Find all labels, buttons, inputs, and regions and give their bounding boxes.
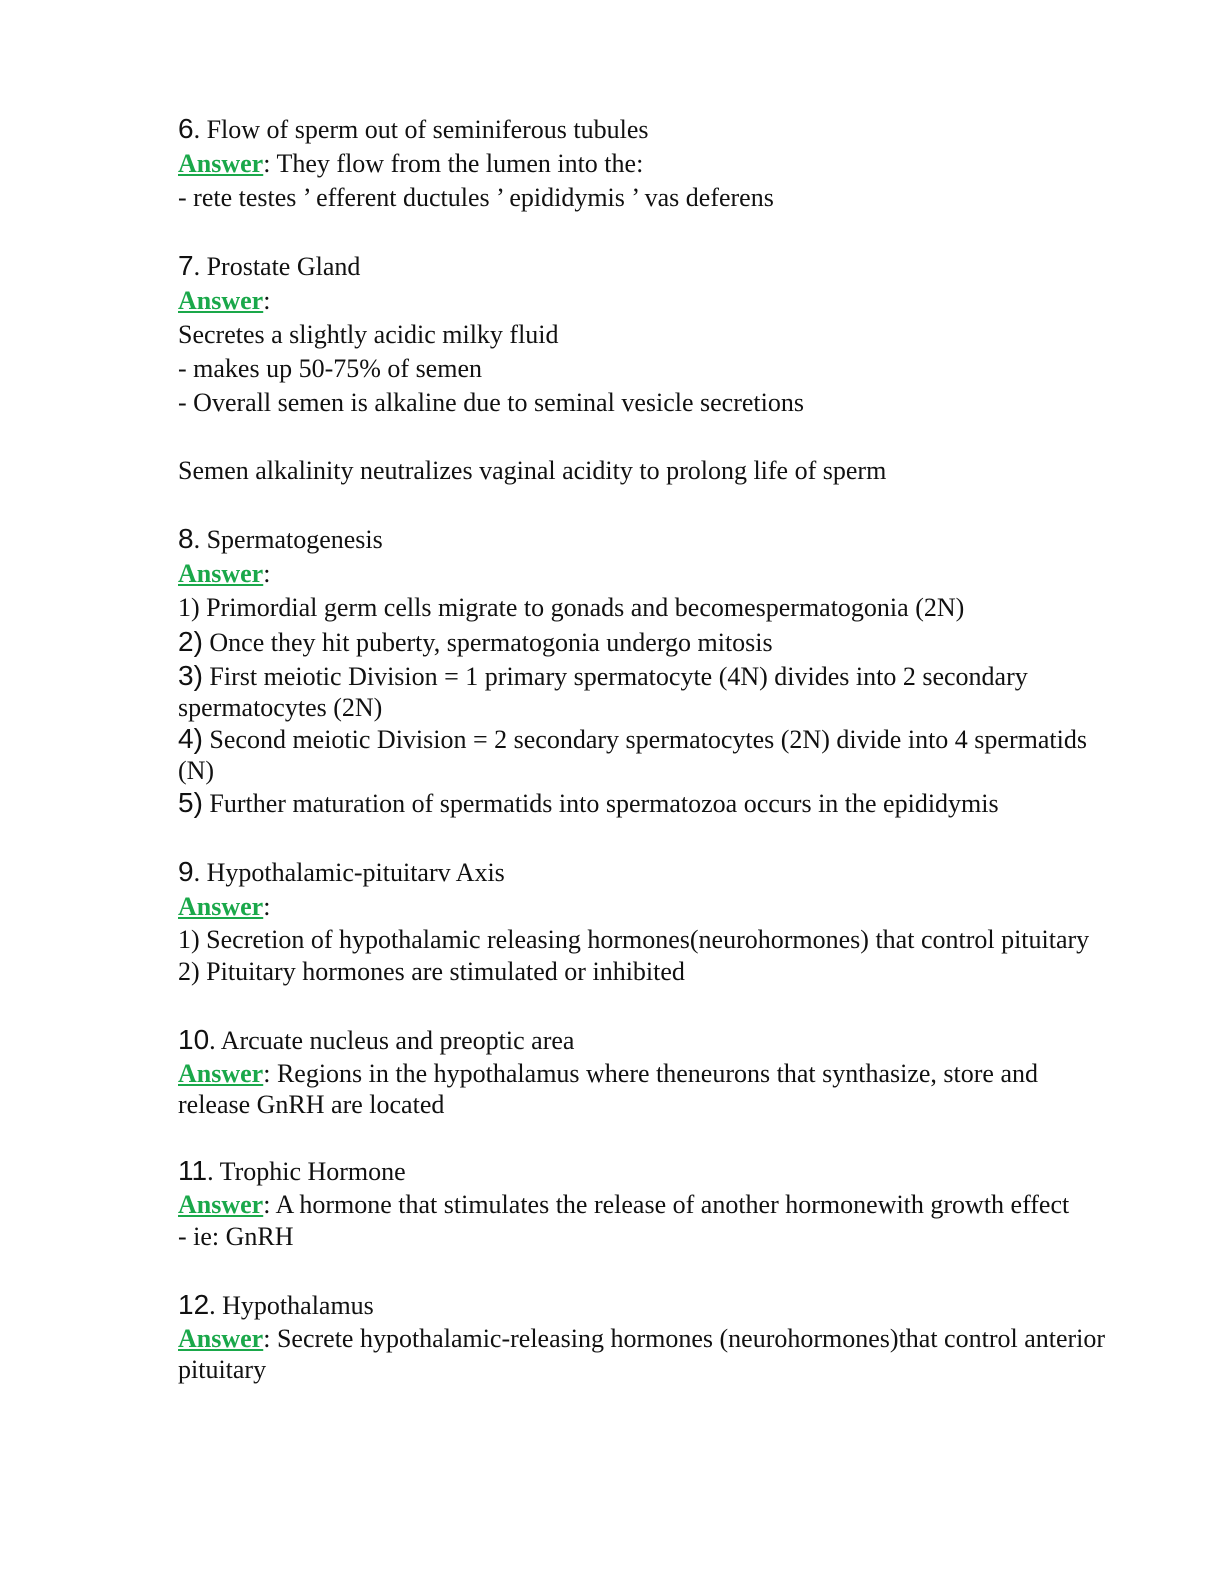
answer-label: Answer	[178, 1059, 264, 1088]
answer-label: Answer	[178, 286, 264, 315]
question-7-heading: 7. Prostate Gland	[178, 250, 361, 281]
answer-label: Answer	[178, 1324, 264, 1353]
question-6-heading: 6. Flow of sperm out of seminiferous tubules	[178, 113, 649, 144]
question-9-heading: 9. Hypothalamic-pituitarv Axis	[178, 856, 505, 887]
question-11-answer: Answer: A hormone that stimulates the release of another hormonewith growth effect	[178, 1190, 1070, 1219]
question-8-heading: 8. Spermatogenesis	[178, 523, 383, 554]
question-11-bullet: - ie: GnRH	[178, 1222, 294, 1251]
question-12-answer: Answer: Secrete hypothalamic-releasing hormones (neurohormones)that control anterior pituitary	[178, 1324, 1106, 1384]
question-8-answer: Answer:	[178, 559, 271, 588]
question-8-step: 1) Primordial germ cells migrate to gonads and becomespermatogonia (2N)	[178, 593, 965, 622]
question-10-heading: 10. Arcuate nucleus and preoptic area	[178, 1024, 575, 1055]
question-10-answer: Answer: Regions in the hypothalamus where theneurons that synthasize, store and release GnRH are located	[178, 1059, 1038, 1119]
question-8-step: 2) Once they hit puberty, spermatogonia undergo mitosis	[178, 626, 773, 657]
question-6-answer: Answer: They flow from the lumen into the:	[178, 149, 644, 178]
question-8-step: 4) Second meiotic Division = 2 secondary spermatocytes (2N) divide into 4 spermatids (N)	[178, 723, 1087, 785]
question-11-heading: 11. Trophic Hormone	[178, 1155, 406, 1186]
question-7-bullet: - makes up 50-75% of semen	[178, 354, 482, 383]
question-7-bullet: - Overall semen is alkaline due to seminal vesicle secretions	[178, 388, 804, 417]
question-7-line: Semen alkalinity neutralizes vaginal acidity to prolong life of sperm	[178, 456, 887, 485]
answer-label: Answer	[178, 892, 264, 921]
question-9-line: 2) Pituitary hormones are stimulated or inhibited	[178, 957, 685, 986]
question-7-line: Secretes a slightly acidic milky fluid	[178, 320, 559, 349]
question-7-answer: Answer:	[178, 286, 271, 315]
document-page	[178, 112, 1108, 1385]
answer-label: Answer	[178, 149, 264, 178]
question-8-step: 5) Further maturation of spermatids into spermatozoa occurs in the epididymis	[178, 787, 999, 818]
question-9-answer: Answer:	[178, 892, 271, 921]
answer-label: Answer	[178, 1190, 264, 1219]
question-8-step: 3) First meiotic Division = 1 primary spermatocyte (4N) divides into 2 secondary spermatocytes (2N)	[178, 660, 1028, 722]
question-12-heading: 12. Hypothalamus	[178, 1289, 374, 1320]
answer-label: Answer	[178, 559, 264, 588]
question-9-line: 1) Secretion of hypothalamic releasing hormones(neurohormones) that control pituitary	[178, 925, 1090, 954]
question-6-bullet: - rete testes ’ efferent ductules ’ epididymis ’ vas deferens	[178, 183, 774, 212]
